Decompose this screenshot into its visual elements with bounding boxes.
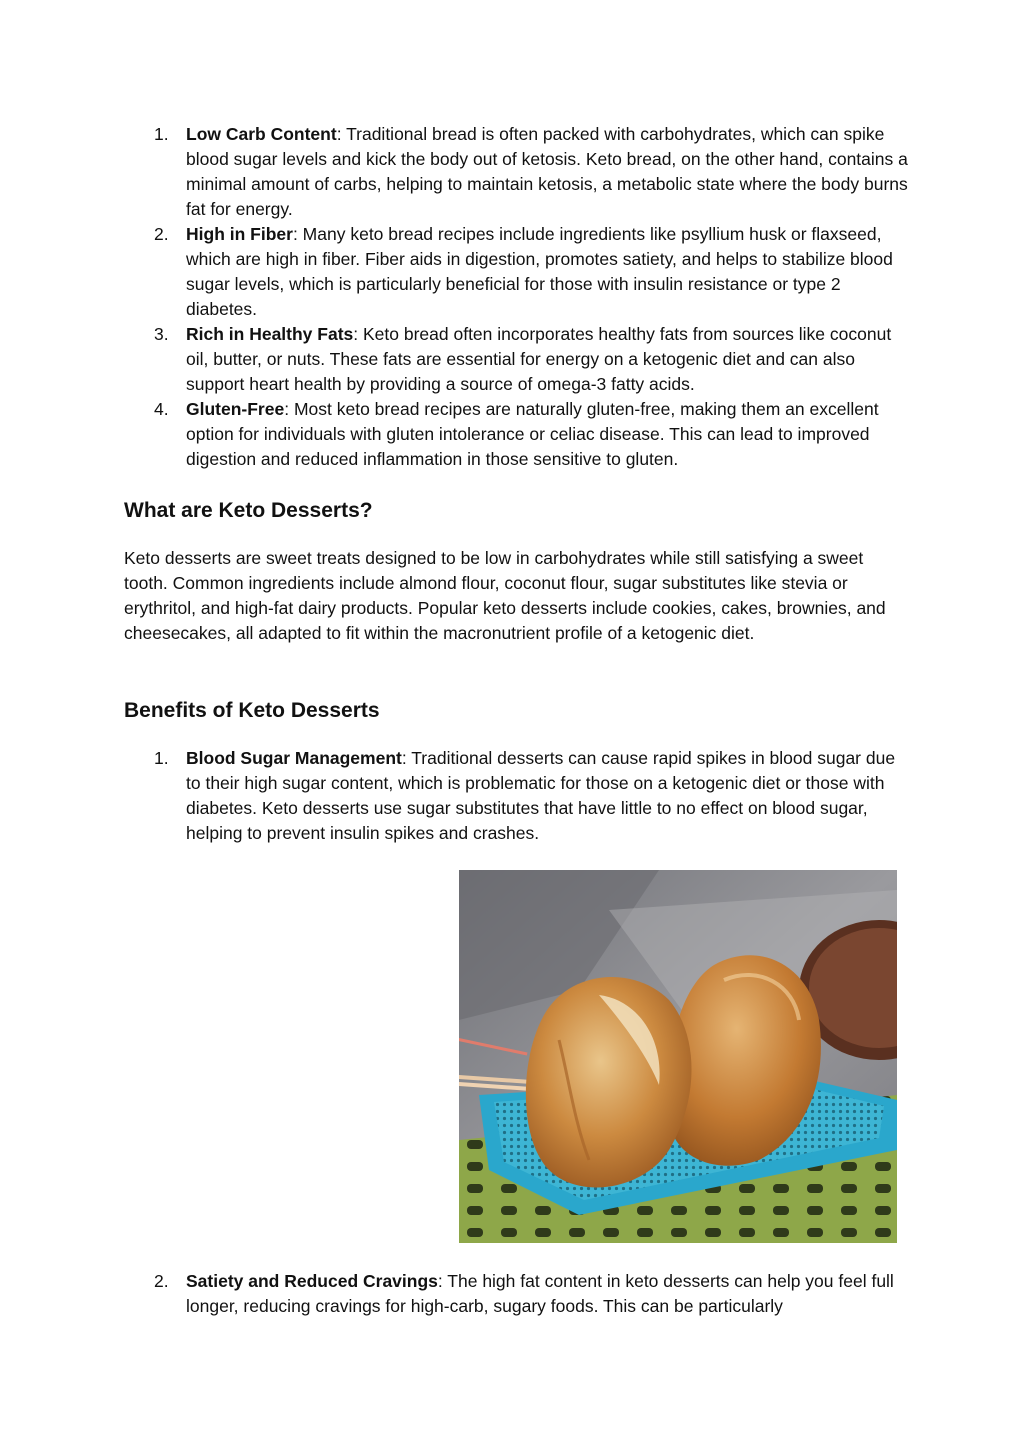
list-item-title: Satiety and Reduced Cravings [186, 1271, 438, 1291]
list-item-text: : Traditional desserts can cause rapid spikes in blood sugar due to their high sugar content, which is problematic for those on a ketogenic diet or those with diabetes. Keto desserts use sugar substitutes that have little to no effect on blood sugar, helping to prevent insulin spikes and crashes. [186, 748, 896, 843]
list-item-title: Blood Sugar Management [186, 748, 402, 768]
list-number: 1. [154, 124, 169, 144]
list-item [124, 222, 914, 322]
list-item-text: : The high fat content in keto desserts can help you feel full longer, reducing cravings for high-carb, sugary foods. This can be particularly [186, 1271, 894, 1316]
bread-photo [459, 870, 897, 1243]
dessert-benefits-list-continued [124, 1269, 914, 1319]
list-item [124, 322, 914, 397]
list-item-text: : Most keto bread recipes are naturally gluten-free, making them an excellent option for individuals with gluten intolerance or celiac disease. This can lead to improved digestion and reduced inflammation in those sensitive to gluten. [186, 399, 879, 469]
list-item-text: : Many keto bread recipes include ingredients like psyllium husk or flaxseed, which are high in fiber. Fiber aids in digestion, promotes satiety, and helps to stabilize blood sugar levels, which is particularly beneficial for those with insulin resistance or type 2 diabetes. [186, 224, 893, 319]
list-number: 3. [154, 324, 169, 344]
list-item [124, 122, 914, 222]
list-item-title: High in Fiber [186, 224, 293, 244]
list-item [124, 397, 914, 472]
section-heading: What are Keto Desserts? [124, 499, 373, 522]
list-item [124, 746, 914, 846]
bread-photo-icon [459, 870, 897, 1243]
list-item-title: Gluten-Free [186, 399, 285, 419]
list-item-text: : Keto bread often incorporates healthy fats from sources like coconut oil, butter, or nuts. These fats are essential for energy on a ketogenic diet and can also support heart health by providing a source of omega-3 fatty acids. [186, 324, 892, 394]
list-number: 2. [154, 1271, 169, 1291]
list-item-title: Low Carb Content [186, 124, 337, 144]
list-item [124, 1269, 914, 1319]
dessert-benefits-list [124, 746, 914, 846]
section-heading: Benefits of Keto Desserts [124, 699, 380, 722]
list-item-title: Rich in Healthy Fats [186, 324, 354, 344]
section-paragraph: Keto desserts are sweet treats designed to be low in carbohydrates while still satisfying a sweet tooth. Common ingredients include almond flour, coconut flour, sugar substitutes like stevia or erythritol, and high-fat dairy products. Popular keto desserts include cookies, cakes, brownies, and cheesecakes, all adapted to fit within the macronutrient profile of a ketogenic diet. [124, 548, 886, 643]
list-number: 2. [154, 224, 169, 244]
bread-benefits-list [124, 122, 914, 472]
list-number: 1. [154, 748, 169, 768]
list-item-text: : Traditional bread is often packed with carbohydrates, which can spike blood sugar levels and kick the body out of ketosis. Keto bread, on the other hand, contains a minimal amount of carbs, helping to maintain ketosis, a metabolic state where the body burns fat for energy. [186, 124, 908, 219]
list-number: 4. [154, 399, 169, 419]
